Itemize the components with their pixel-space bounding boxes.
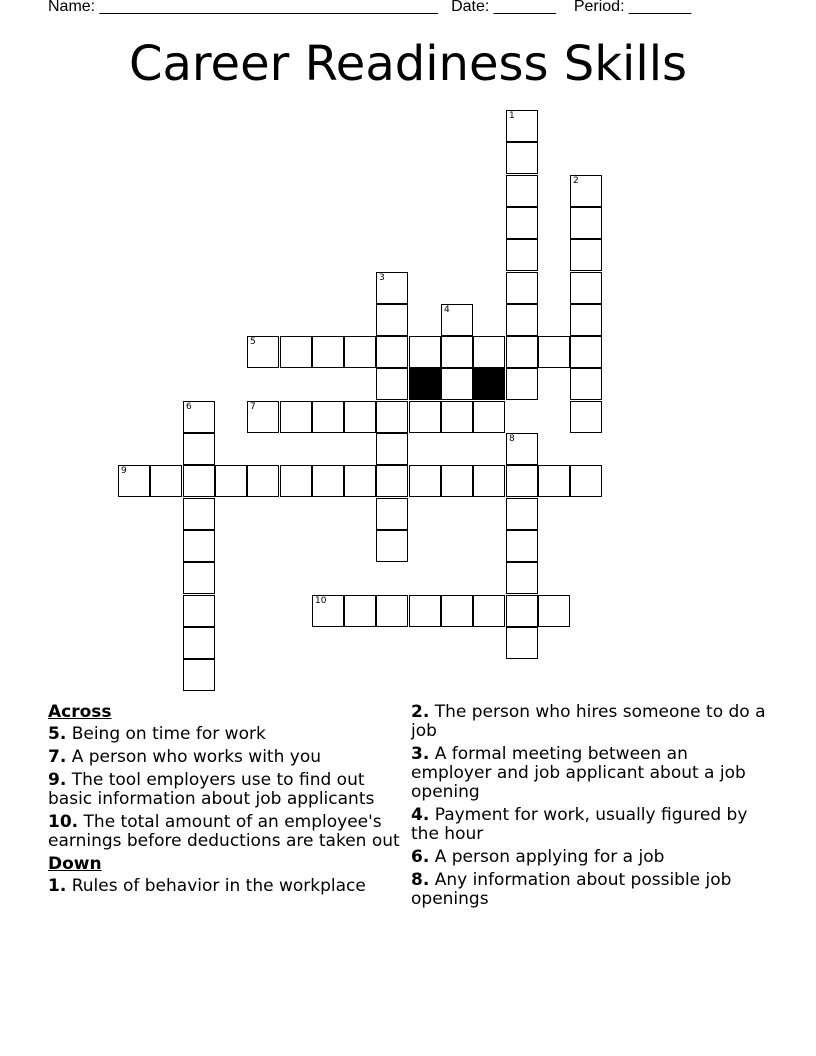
grid-cell[interactable] bbox=[215, 465, 247, 497]
clue-across-7 bbox=[48, 748, 400, 767]
grid-cell[interactable] bbox=[409, 336, 441, 368]
grid-cell[interactable] bbox=[376, 498, 408, 530]
grid-cell[interactable] bbox=[506, 239, 538, 271]
grid-cell[interactable] bbox=[183, 498, 215, 530]
grid-cell[interactable] bbox=[376, 530, 408, 562]
grid-cell[interactable] bbox=[570, 272, 602, 304]
clue-text: Any information about possible job openings bbox=[411, 870, 732, 909]
grid-cell[interactable] bbox=[506, 207, 538, 239]
name-field[interactable]: Name: ______________________________________ bbox=[48, 0, 438, 15]
grid-cell[interactable] bbox=[570, 401, 602, 433]
grid-cell[interactable] bbox=[376, 465, 408, 497]
cell-number: 9 bbox=[121, 466, 127, 476]
grid-cell[interactable] bbox=[247, 336, 279, 368]
across-heading: Across bbox=[48, 702, 112, 722]
clue-across-9 bbox=[48, 771, 400, 809]
grid-cell[interactable] bbox=[312, 336, 344, 368]
grid-cell[interactable] bbox=[183, 401, 215, 433]
grid-cell[interactable] bbox=[344, 465, 376, 497]
cell-number: 7 bbox=[250, 402, 256, 412]
grid-cell[interactable] bbox=[344, 595, 376, 627]
grid-cell[interactable] bbox=[280, 465, 312, 497]
grid-cell[interactable] bbox=[570, 304, 602, 336]
grid-cell[interactable] bbox=[570, 465, 602, 497]
grid-cell[interactable] bbox=[473, 336, 505, 368]
grid-cell[interactable] bbox=[441, 595, 473, 627]
cell-number: 5 bbox=[250, 337, 256, 347]
grid-cell[interactable] bbox=[376, 401, 408, 433]
cell-number: 3 bbox=[379, 273, 385, 283]
grid-cell[interactable] bbox=[538, 595, 570, 627]
clues-right-column bbox=[411, 703, 771, 913]
grid-cell[interactable] bbox=[376, 595, 408, 627]
grid-cell[interactable] bbox=[280, 401, 312, 433]
grid-cell[interactable] bbox=[183, 562, 215, 594]
grid-cell[interactable] bbox=[538, 465, 570, 497]
clue-text: A person applying for a job bbox=[434, 847, 665, 867]
grid-cell[interactable] bbox=[441, 336, 473, 368]
grid-cell[interactable] bbox=[506, 595, 538, 627]
clue-number: 1. bbox=[48, 876, 67, 896]
grid-cell[interactable] bbox=[506, 498, 538, 530]
grid-cell[interactable] bbox=[280, 336, 312, 368]
cell-number: 6 bbox=[186, 402, 192, 412]
clue-number: 5. bbox=[48, 724, 67, 744]
clue-text: A formal meeting between an employer and job applicant about a job opening bbox=[411, 744, 746, 802]
clue-number: 4. bbox=[411, 805, 430, 825]
grid-cell[interactable] bbox=[344, 401, 376, 433]
grid-cell[interactable] bbox=[506, 110, 538, 142]
grid-cell[interactable] bbox=[409, 465, 441, 497]
grid-cell[interactable] bbox=[570, 368, 602, 400]
clue-across-10 bbox=[48, 813, 400, 851]
down-heading: Down bbox=[48, 854, 102, 874]
grid-cell[interactable] bbox=[473, 401, 505, 433]
clue-text: A person who works with you bbox=[71, 747, 322, 767]
grid-cell[interactable] bbox=[441, 304, 473, 336]
grid-cell[interactable] bbox=[506, 627, 538, 659]
clue-down-2 bbox=[411, 703, 771, 741]
grid-cell[interactable] bbox=[538, 336, 570, 368]
clue-down-3 bbox=[411, 745, 771, 802]
clue-number: 9. bbox=[48, 770, 67, 790]
cell-number: 10 bbox=[315, 596, 327, 606]
grid-cell[interactable] bbox=[473, 595, 505, 627]
clue-number: 10. bbox=[48, 812, 79, 832]
grid-cell[interactable] bbox=[441, 368, 473, 400]
grid-cell[interactable] bbox=[312, 401, 344, 433]
grid-cell[interactable] bbox=[344, 336, 376, 368]
clue-down-6 bbox=[411, 848, 771, 867]
grid-cell[interactable] bbox=[376, 304, 408, 336]
grid-cell[interactable] bbox=[570, 207, 602, 239]
grid-cell[interactable] bbox=[570, 175, 602, 207]
grid-cell[interactable] bbox=[506, 433, 538, 465]
grid-cell[interactable] bbox=[312, 465, 344, 497]
cell-number: 2 bbox=[573, 176, 579, 186]
clue-text: Being on time for work bbox=[71, 724, 266, 744]
grid-cell[interactable] bbox=[376, 368, 408, 400]
black-square bbox=[409, 368, 441, 400]
grid-cell[interactable] bbox=[247, 465, 279, 497]
cell-number: 1 bbox=[509, 111, 515, 121]
cell-number: 4 bbox=[444, 305, 450, 315]
grid-cell[interactable] bbox=[506, 304, 538, 336]
clue-down-1 bbox=[48, 877, 400, 896]
grid-cell[interactable] bbox=[247, 401, 279, 433]
black-square bbox=[473, 368, 505, 400]
clue-text: The person who hires someone to do a job bbox=[411, 702, 766, 741]
clue-number: 6. bbox=[411, 847, 430, 867]
grid-cell[interactable] bbox=[506, 142, 538, 174]
clue-number: 2. bbox=[411, 702, 430, 722]
clues-left-column bbox=[48, 703, 400, 900]
clue-number: 8. bbox=[411, 870, 430, 890]
grid-cell[interactable] bbox=[441, 465, 473, 497]
grid-cell[interactable] bbox=[570, 336, 602, 368]
page-title: Career Readiness Skills bbox=[128, 36, 688, 92]
grid-cell[interactable] bbox=[506, 465, 538, 497]
grid-cell[interactable] bbox=[506, 175, 538, 207]
grid-cell[interactable] bbox=[118, 465, 150, 497]
clue-text: The tool employers use to find out basic information about job applicants bbox=[48, 770, 375, 809]
grid-cell[interactable] bbox=[506, 272, 538, 304]
grid-cell[interactable] bbox=[183, 433, 215, 465]
clue-number: 3. bbox=[411, 744, 430, 764]
grid-cell[interactable] bbox=[409, 595, 441, 627]
grid-cell[interactable] bbox=[376, 433, 408, 465]
grid-cell[interactable] bbox=[183, 627, 215, 659]
grid-cell[interactable] bbox=[409, 401, 441, 433]
grid-cell[interactable] bbox=[150, 465, 182, 497]
grid-cell[interactable] bbox=[506, 368, 538, 400]
clue-across-5 bbox=[48, 725, 400, 744]
clue-number: 7. bbox=[48, 747, 67, 767]
grid-cell[interactable] bbox=[441, 401, 473, 433]
clue-text: Payment for work, usually figured by the hour bbox=[411, 805, 748, 844]
clue-down-4 bbox=[411, 806, 771, 844]
grid-cell[interactable] bbox=[312, 595, 344, 627]
date-field[interactable]: Date: _______ bbox=[451, 0, 557, 15]
clue-down-8 bbox=[411, 871, 771, 909]
clue-text: Rules of behavior in the workplace bbox=[71, 876, 366, 896]
grid-cell[interactable] bbox=[570, 239, 602, 271]
grid-cell[interactable] bbox=[183, 530, 215, 562]
grid-cell[interactable] bbox=[376, 336, 408, 368]
cell-number: 8 bbox=[509, 434, 515, 444]
grid-cell[interactable] bbox=[473, 465, 505, 497]
grid-cell[interactable] bbox=[183, 595, 215, 627]
grid-cell[interactable] bbox=[183, 659, 215, 691]
grid-cell[interactable] bbox=[506, 336, 538, 368]
clue-text: The total amount of an employee's earnings before deductions are taken out bbox=[48, 812, 400, 851]
grid-cell[interactable] bbox=[376, 272, 408, 304]
period-field[interactable]: Period: _______ bbox=[573, 0, 692, 15]
grid-cell[interactable] bbox=[506, 530, 538, 562]
grid-cell[interactable] bbox=[506, 562, 538, 594]
grid-cell[interactable] bbox=[183, 465, 215, 497]
